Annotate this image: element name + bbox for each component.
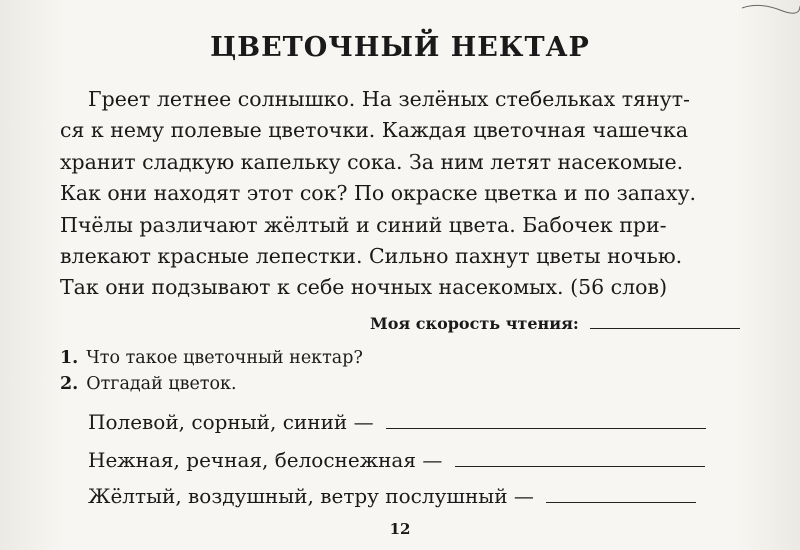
question-1: [60, 348, 363, 368]
text-line: Пчёлы различают жёлтый и синий цвета. Бабочек при-: [60, 212, 667, 237]
reading-speed: [370, 314, 740, 333]
riddle-text: Полевой, сорный, синий —: [88, 410, 374, 434]
question-text: Отгадай цветок.: [86, 374, 237, 394]
question-number: 2.: [60, 374, 79, 394]
riddle-3: [88, 484, 696, 508]
riddle-answer-blank[interactable]: [546, 502, 696, 503]
reading-text: [60, 84, 778, 304]
text-line: Так они подзывают к себе ночных насекомых.: [60, 275, 564, 300]
page-number: 12: [389, 520, 411, 538]
word-count: (56 слов): [570, 275, 668, 300]
text-line: Как они находят этот сок? По окраске цветка и по запаху.: [60, 181, 697, 206]
text-line: Греет летнее солнышко. На зелёных стебельках тянут-: [88, 87, 690, 111]
riddle-answer-blank[interactable]: [455, 466, 705, 467]
riddle-1: [88, 410, 706, 434]
riddle-2: [88, 448, 705, 472]
riddle-text: Нежная, речная, белоснежная —: [88, 448, 443, 472]
text-line: ся к нему полевые цветочки. Каждая цветочная чашечка: [60, 118, 689, 143]
text-line-last: [60, 272, 778, 303]
riddle-answer-blank[interactable]: [386, 428, 706, 429]
question-number: 1.: [60, 348, 79, 368]
reading-speed-blank[interactable]: [590, 328, 740, 329]
text-line: влекают красные лепестки. Сильно пахнут цветы ночью.: [60, 244, 683, 269]
page-title: ЦВЕТОЧНЫЙ НЕКТАР: [210, 32, 590, 63]
question-2: [60, 374, 237, 394]
reading-speed-label: Моя скорость чтения:: [370, 314, 579, 333]
question-text: Что такое цветочный нектар?: [86, 348, 363, 368]
corner-mark: [740, 0, 800, 14]
text-line: хранит сладкую капельку сока. За ним летят насекомые.: [60, 149, 684, 174]
riddle-text: Жёлтый, воздушный, ветру послушный —: [88, 484, 534, 508]
